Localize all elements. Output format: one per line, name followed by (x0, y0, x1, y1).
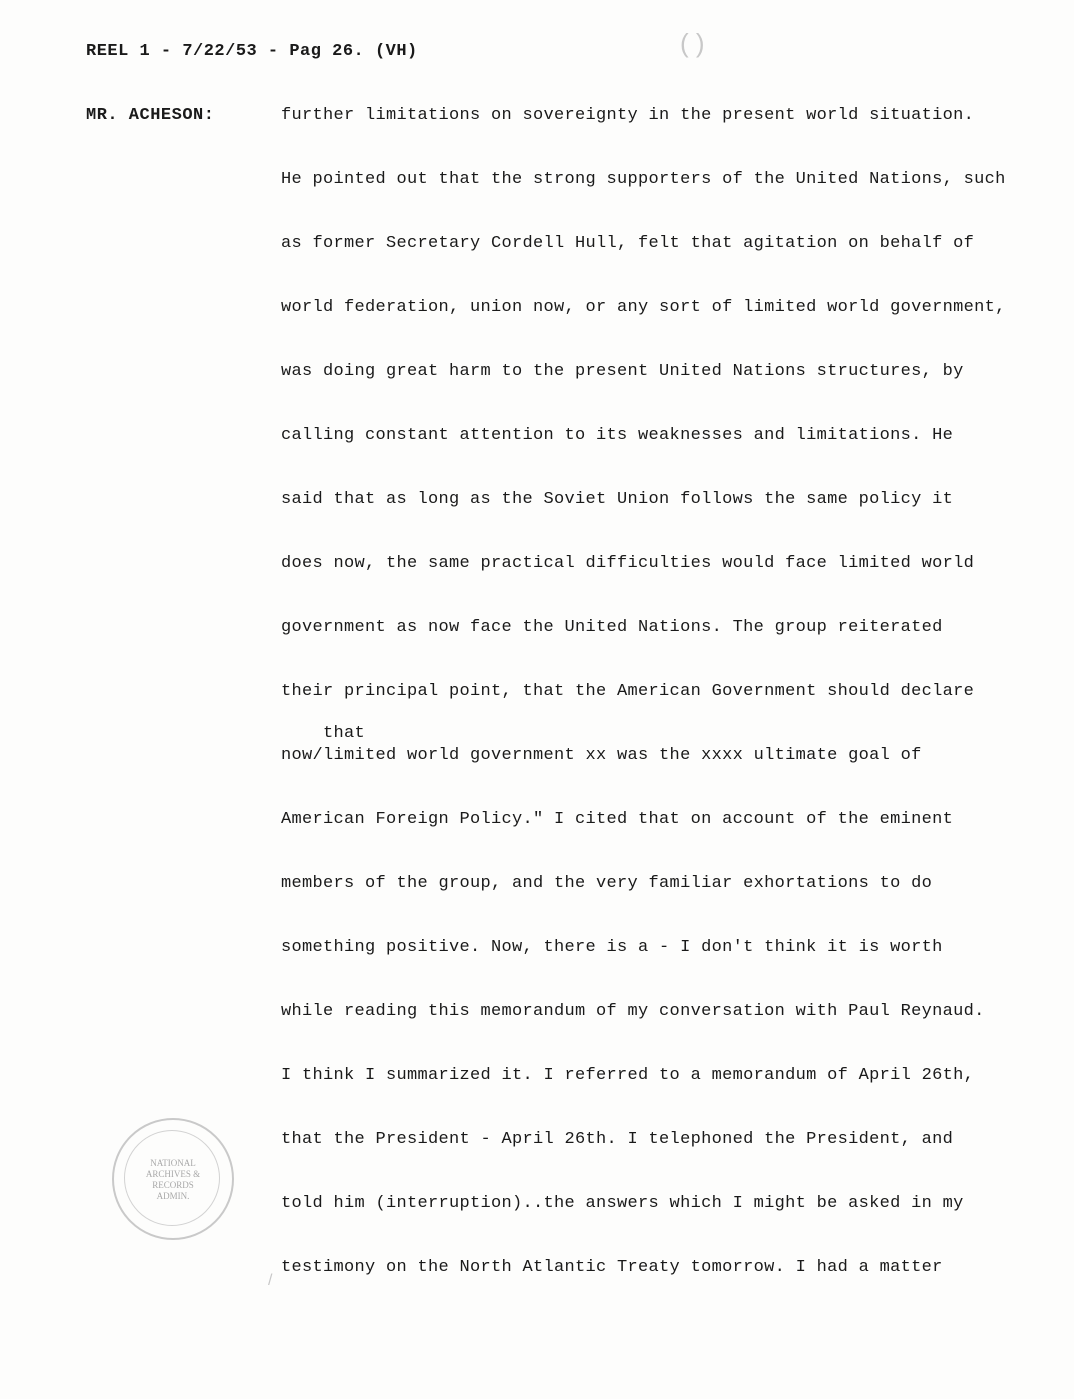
transcript-line: calling constant attention to its weaknesses and limitations. He (281, 426, 954, 445)
transcript-line: while reading this memorandum of my conversation with Paul Reynaud. (281, 1002, 985, 1021)
transcript-line: He pointed out that the strong supporters of the United Nations, such (281, 170, 1006, 189)
interlinear-insert: that (323, 724, 366, 743)
transcript-line: American Foreign Policy." I cited that on account of the eminent (281, 810, 954, 829)
transcript-line: government as now face the United Nations. The group reiterated (281, 618, 943, 637)
transcript-line: was doing great harm to the present United Nations structures, by (281, 362, 964, 381)
transcript-line: now/limited world government xx was the xxxx ultimate goal of (281, 746, 922, 765)
stamp-lettering: NATIONAL ARCHIVES & RECORDS ADMIN. (145, 1158, 201, 1201)
archive-stamp (112, 1118, 234, 1240)
transcript-line: testimony on the North Atlantic Treaty tomorrow. I had a matter (281, 1258, 943, 1277)
transcript-line: their principal point, that the American Government should declare (281, 682, 975, 701)
speaker-label: MR. ACHESON: (86, 106, 215, 125)
transcript-line: that the President - April 26th. I telephoned the President, and (281, 1130, 954, 1149)
transcript-line: members of the group, and the very familiar exhortations to do (281, 874, 933, 893)
transcript-line: told him (interruption)..the answers which I might be asked in my (281, 1194, 964, 1213)
transcript-line: world federation, union now, or any sort of limited world government, (281, 298, 1006, 317)
transcript-line: further limitations on sovereignty in the present world situation. (281, 106, 975, 125)
transcript-line: something positive. Now, there is a - I don't think it is worth (281, 938, 943, 957)
faint-tick-mark: / (268, 1272, 273, 1289)
page-header: REEL 1 - 7/22/53 - Pag 26. (VH) (86, 42, 418, 61)
transcript-line: as former Secretary Cordell Hull, felt that agitation on behalf of (281, 234, 975, 253)
transcript-line: does now, the same practical difficulties would face limited world (281, 554, 975, 573)
transcript-line: I think I summarized it. I referred to a memorandum of April 26th, (281, 1066, 975, 1085)
transcript-line: said that as long as the Soviet Union follows the same policy it (281, 490, 954, 509)
faint-bracket-mark: ( ) (680, 28, 705, 58)
